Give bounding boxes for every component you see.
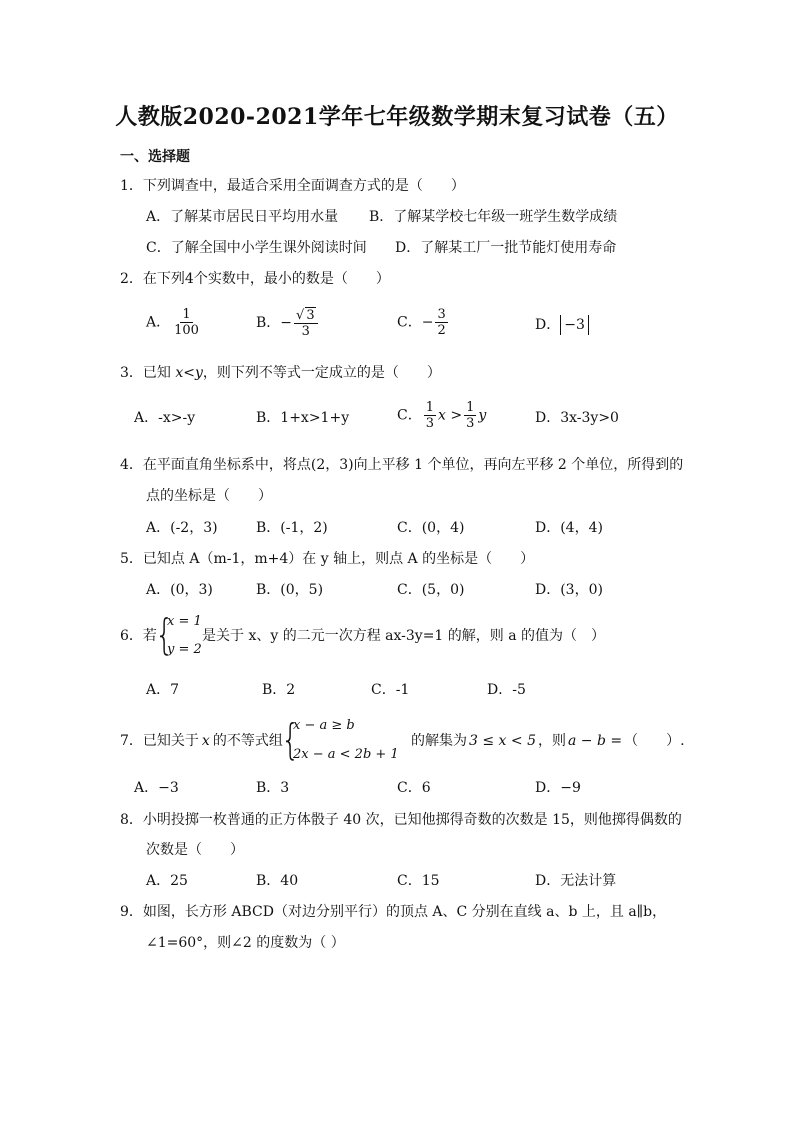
question-6-option-a: A．7 (146, 682, 180, 698)
section-heading: 一、选择题 (120, 149, 190, 165)
question-3-option-a: A．-x>-y (134, 410, 196, 426)
system-equation-2: y = 2 (167, 642, 202, 657)
system-inequality-1: x − a ≥ b (293, 718, 355, 733)
question-1-option-d: D．了解某工厂一批节能灯使用寿命 (395, 240, 617, 256)
question-8-stem-line1: 8．小明投掷一枚普通的正方体骰子 40 次，已知他掷得奇数的次数是 15，则他掷得偶数的 (120, 812, 682, 828)
question-4-stem-line1: 4．在平面直角坐标系中，将点(2，3)向上平移 1 个单位，再向左平移 2 个单位，所得到的 (120, 457, 684, 473)
question-1-stem: 1．下列调查中，最适合采用全面调查方式的是（ ） (120, 178, 465, 194)
question-7-option-a: A．−3 (134, 780, 179, 796)
question-9-stem-line1: 9．如图，长方形 ABCD（对边分别平行）的顶点 A、C 分别在直线 a、b 上，且 a∥b， (120, 904, 667, 920)
system-brace: { (155, 610, 174, 659)
question-5-option-d: D．(3，0) (535, 582, 603, 598)
question-2-option-a: A． $\frac{1}{100}$ (146, 307, 199, 338)
absolute-value: −3 (560, 315, 589, 335)
question-4-option-d: D．(4，4) (535, 520, 603, 536)
question-2-option-c: C．− $\frac{3}{2}$ (397, 307, 446, 338)
question-6-option-c: C．-1 (371, 682, 410, 698)
question-5-option-a: A．(0，3) (146, 582, 213, 598)
fraction: $\frac{√ 3}{3}$ (294, 307, 318, 339)
question-4-stem-line2: 点的坐标是（ ） (146, 488, 272, 504)
question-8-option-b: B．40 (256, 873, 299, 889)
question-1-option-c: C．了解全国中小学生课外阅读时间 (146, 240, 367, 256)
page-title: 人教版2020-2021学年七年级数学期末复习试卷（五） (115, 104, 679, 130)
question-3-option-d: D．3x-3y>0 (535, 410, 619, 426)
question-5-option-c: C．(5，0) (397, 582, 465, 598)
question-7-option-c: C．6 (397, 780, 431, 796)
question-8-option-a: A．25 (146, 873, 188, 889)
system-inequality-2: 2x − a < 2b + 1 (293, 747, 399, 762)
question-1-option-b: B．了解某学校七年级一班学生数学成绩 (369, 209, 618, 225)
fraction: $\frac{3}{2}$ (437, 307, 446, 338)
question-8-option-c: C．15 (397, 873, 440, 889)
question-6-suffix: 是关于 x、y 的二元一次方程 ax-3y=1 的解，则 a 的值为（ ） (202, 628, 606, 644)
question-1-option-a: A．了解某市居民日平均用水量 (146, 209, 339, 225)
question-7-stem: 7．已知关于 x 的不等式组 (120, 733, 283, 749)
system-brace: { (281, 715, 300, 764)
fraction: $\frac{1}{3}$ (466, 400, 475, 431)
question-2-option-d: D． −3 (535, 315, 589, 335)
question-3-option-c: C． $\frac{1}{3}$ x > $\frac{1}{3}$ y (397, 400, 487, 431)
question-7-option-b: B．3 (256, 780, 290, 796)
system-equation-1: x = 1 (167, 614, 202, 629)
question-3-option-b: B．1+x>1+y (256, 410, 350, 426)
question-7-option-d: D．−9 (535, 780, 581, 796)
question-4-option-b: B．(-1，2) (256, 520, 328, 536)
question-2-option-b: B．− $\frac{√ 3}{3}$ (256, 307, 320, 339)
question-7-suffix: 的解集为 3 ≤ x < 5 ，则 a − b = （ ）. (411, 733, 685, 749)
question-5-stem: 5．已知点 A（m-1，m+4）在 y 轴上，则点 A 的坐标是（ ） (120, 551, 535, 567)
question-6-option-b: B．2 (262, 682, 296, 698)
fraction: $\frac{1}{3}$ (425, 400, 434, 431)
question-8-option-d: D．无法计算 (535, 873, 617, 889)
fraction: $\frac{1}{100}$ (174, 307, 199, 338)
question-4-option-c: C．(0，4) (397, 520, 465, 536)
question-8-stem-line2: 次数是（ ） (146, 842, 244, 858)
question-6-option-d: D．-5 (487, 682, 526, 698)
question-4-option-a: A．(-2，3) (146, 520, 218, 536)
question-2-stem: 2．在下列4个实数中，最小的数是（ ） (120, 271, 390, 287)
question-5-option-b: B．(0，5) (256, 582, 324, 598)
question-6-prefix: 6．若 (120, 628, 157, 644)
question-3-stem: 3．已知 x<y，则下列不等式一定成立的是（ ） (120, 365, 441, 381)
question-9-stem-line2: ∠1=60°，则∠2 的度数为（ ） (146, 935, 345, 951)
